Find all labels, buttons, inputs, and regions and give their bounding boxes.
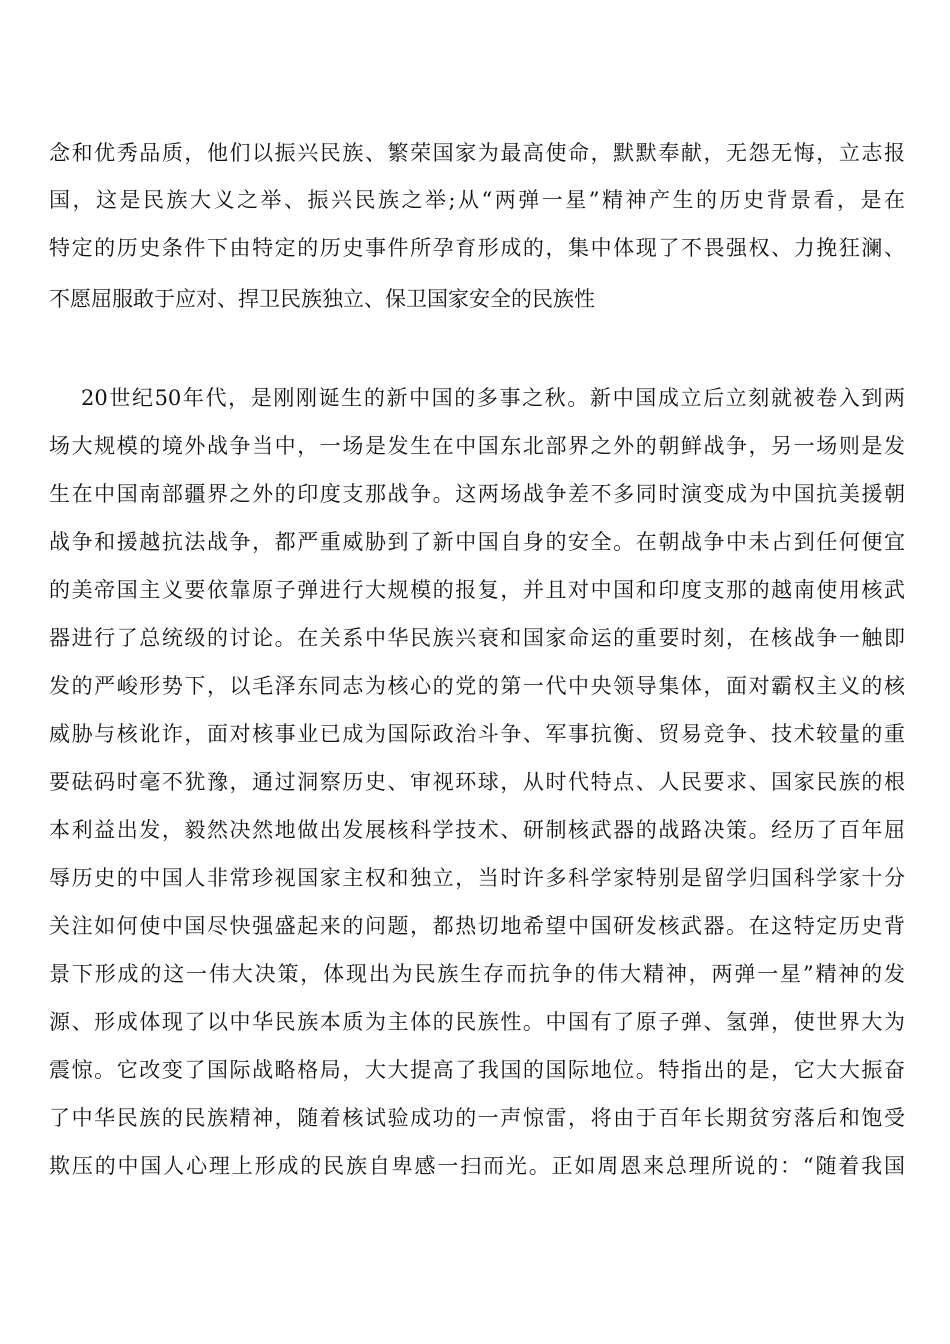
paragraph-2-line: 发的严峻形势下，以毛泽东同志为核心的党的第一代中央领导集体，面对霸权主义的核: [49, 674, 905, 698]
paragraph-1-line: 国，这是民族大义之举、振兴民族之举;从“两弹一星”精神产生的历史背景看，是在: [49, 188, 905, 212]
paragraph-2-line: 关注如何使中国尽快强盛起来的问题，都热切地希望中国研发核武器。在这特定历史背: [49, 914, 905, 938]
paragraph-1-line: 不愿屈服敢于应对、捍卫民族独立、保卫国家安全的民族性: [49, 287, 595, 311]
paragraph-2-line: 景下形成的这一伟大决策，体现出为民族生存而抗争的伟大精神，两弹一星”精神的发: [49, 962, 905, 986]
paragraph-2-line: 的美帝国主义要依靠原子弹进行大规模的报复，并且对中国和印度支那的越南使用核武: [49, 578, 905, 602]
paragraph-1-line: 念和优秀品质，他们以振兴民族、繁荣国家为最高使命，默默奉献，无怨无悔，立志报: [49, 141, 905, 165]
paragraph-2-line: 场大规模的境外战争当中，一场是发生在中国东北部界之外的朝鲜战争，另一场则是发: [49, 434, 905, 458]
paragraph-2-line: 器进行了总统级的讨论。在关系中华民族兴衰和国家命运的重要时刻，在核战争一触即: [49, 626, 905, 650]
paragraph-2-line: 欺压的中国人心理上形成的民族自卑感一扫而光。正如周恩来总理所说的：“随着我国: [49, 1154, 905, 1178]
paragraph-2-line: 威胁与核讹诈，面对核事业已成为国际政治斗争、军事抗衡、贸易竞争、技术较量的重: [49, 722, 905, 746]
paragraph-2-line: 源、形成体现了以中华民族本质为主体的民族性。中国有了原子弹、氢弹，使世界大为: [49, 1010, 905, 1034]
paragraph-2-line: 震惊。它改变了国际战略格局，大大提高了我国的国际地位。特指出的是，它大大振奋: [49, 1058, 905, 1082]
paragraph-2-line: 战争和援越抗法战争，都严重威胁到了新中国自身的安全。在朝战争中未占到任何便宜: [49, 530, 905, 554]
paragraph-2-line: 了中华民族的民族精神，随着核试验成功的一声惊雷，将由于百年长期贫穷落后和饱受: [49, 1106, 905, 1130]
paragraph-1-line: 特定的历史条件下由特定的历史事件所孕育形成的，集中体现了不畏强权、力挽狂澜、: [49, 236, 905, 260]
paragraph-2-line: 要砝码时毫不犹豫，通过洞察历史、审视环球，从时代特点、人民要求、国家民族的根: [49, 770, 905, 794]
paragraph-2-line: 生在中国南部疆界之外的印度支那战争。这两场战争差不多同时演变成为中国抗美援朝: [49, 482, 905, 506]
paragraph-2-line: 20世纪50年代，是刚刚诞生的新中国的多事之秋。新中国成立后立刻就被卷入到两: [81, 386, 905, 410]
paragraph-2-line: 辱历史的中国人非常珍视国家主权和独立，当时许多科学家特别是留学归国科学家十分: [49, 866, 905, 890]
paragraph-2-line: 本利益出发，毅然决然地做出发展核科学技术、研制核武器的战路决策。经历了百年屈: [49, 818, 905, 842]
